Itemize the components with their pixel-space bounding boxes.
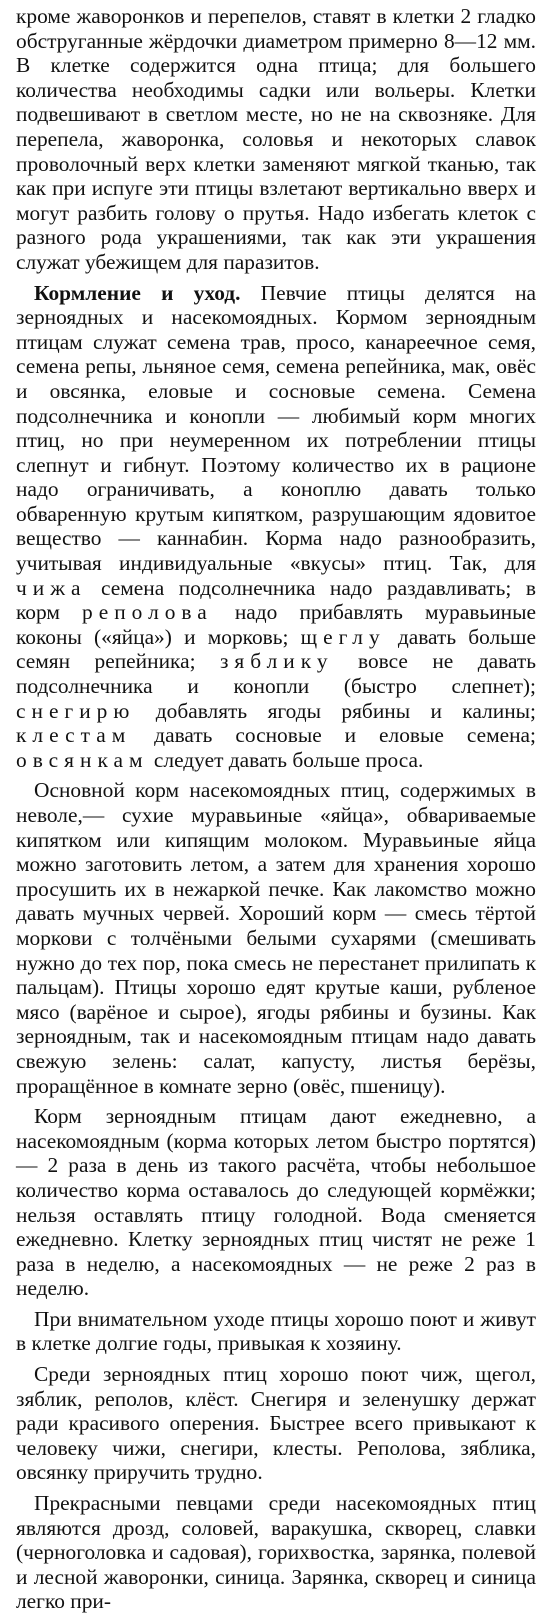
paragraph-care — [16, 1307, 536, 1356]
paragraph-care-text: При внимательном уходе птицы хорошо поют и живут в клетке долгие годы, привыкая к хозяину. — [16, 1306, 536, 1356]
feeding-text-f: добавлять ягоды рябины и калины; — [135, 698, 536, 723]
feeding-text-b: семена подсолнечника надо раздавливать; в корм — [16, 575, 536, 625]
spaced-word-zyabliku: зяблику — [219, 649, 334, 674]
paragraph-cages — [16, 4, 536, 275]
feeding-text-h: следует давать больше проса. — [148, 747, 424, 772]
paragraph-granivores — [16, 1362, 536, 1485]
feeding-text-g: давать сосновые и еловые семена; — [131, 723, 536, 748]
paragraph-insectivores-text: Прекрасными певцами среди насекомоядных птиц являются дрозд, соловей, варакушка, скворец, славки (черноголовка и садовая), горихвостка, зарянка, полевой и лесной жаворонки, синица. Зарянка, скворец и синица легко при- — [16, 1491, 536, 1614]
spaced-word-chizh: чижа — [16, 575, 87, 600]
paragraph-insectivore-food-text: Основной корм насекомоядных птиц, содержимых в неволе,— сухие муравьиные «яйца», обвариваемые кипятком или кипящим молоком. Муравьиные яйца можно заготовить летом, а затем для хранения хорошо просушить их в нежаркой печке. Как лакомство можно давать мучных червей. Хороший корм — смесь тёртой моркови с толчёными белыми сухарями (смешивать нужно до тех пор, пока смесь не перестанет прилипать к пальцам). Птицы хорошо едят крутые каши, рубленое мясо (варёное и сырое), ягоды рябины и бузины. Как зерноядным, так и насекомоядным птицам надо давать свежую зелень: салат, капусту, листья берёзы, проращённое в комнате зерно (овёс, пшеницу). — [16, 778, 536, 1098]
paragraph-insectivore-food — [16, 778, 536, 1098]
spaced-word-repolov: реполова — [82, 600, 213, 625]
paragraph-feeding-schedule-text: Корм зерноядным птицам дают ежедневно, а насекомоядным (корма которых летом быстро портятся) — 2 раза в день из такого расчёта, чтобы небольшое количество корма оставалось до следующей кормёжки; нельзя оставлять птицу голодной. Вода сменяется ежедневно. Клетку зерноядных птиц чистят не реже 1 раза в неделю, а насекомоядных — не реже 2 раз в неделю. — [16, 1104, 536, 1301]
spaced-word-klestam: клестам — [16, 723, 132, 748]
spaced-word-ovsyankam: овсянкам — [16, 747, 149, 772]
paragraph-insectivores — [16, 1491, 536, 1614]
spaced-word-snegiryu: снегирю — [16, 698, 136, 723]
feeding-text-c: надо прибавлять муравьиные коконы («яйца») и морковь; — [16, 600, 536, 649]
paragraph-cages-text: кроме жаворонков и перепелов, ставят в клетки 2 гладко обструганные жёрдочки диаметром примерно 8—12 мм. В клетке содержится одна птица; для большего количества необходимы садки или вольеры. Клетки подвешивают в светлом месте, но не на сквозняке. Для перепела, жаворонка, соловья и некоторых славок проволочный верх клетки заменяют мягкой тканью, так как при испуге эти птицы взлетают вертикально вверх и могут разбить голову о прутья. Надо избегать клеток с разного рода украшениями, так как эти украшения служат убежищем для паразитов. — [16, 4, 536, 274]
feeding-text-a: Певчие птицы делятся на зерноядных и насекомоядных. Кормом зерноядным птицам служат семена трав, просо, канареечное семя, семена репы, льняное семя, семена репейника, мак, овёс и овсянка, еловые и сосновые семена. Семена подсолнечника и конопли — любимый корм многих птиц, но при неумеренном их потреблении птицы слепнут и гибнут. Поэтому количество их в рационе надо ограничивать, а коноплю давать только обваренную крутым кипятком, разрушающим ядовитое вещество — каннабин. Корма надо разнообразить, учитывая индивидуальные «вкусы» птиц. Так, для — [16, 280, 537, 576]
feeding-text-e: вовсе не давать подсолнечника и конопли (быстро слепнет); — [16, 649, 536, 699]
paragraph-feeding-schedule — [16, 1104, 536, 1301]
paragraph-granivores-text: Среди зерноядных птиц хорошо поют чиж, щегол, зяблик, реполов, клёст. Снегиря и зеленушку держат ради красивого оперения. Быстрее всего привыкают к человеку чижи, снегири, клесты. Реполова, зяблика, овсянку приручить трудно. — [16, 1362, 536, 1485]
section-heading-feeding: Кормление и уход. — [34, 280, 241, 305]
feeding-text-d: давать больше семян репейника; — [16, 624, 536, 674]
paragraph-feeding — [16, 281, 536, 773]
spaced-word-shcheglu: щеглу — [300, 624, 386, 649]
